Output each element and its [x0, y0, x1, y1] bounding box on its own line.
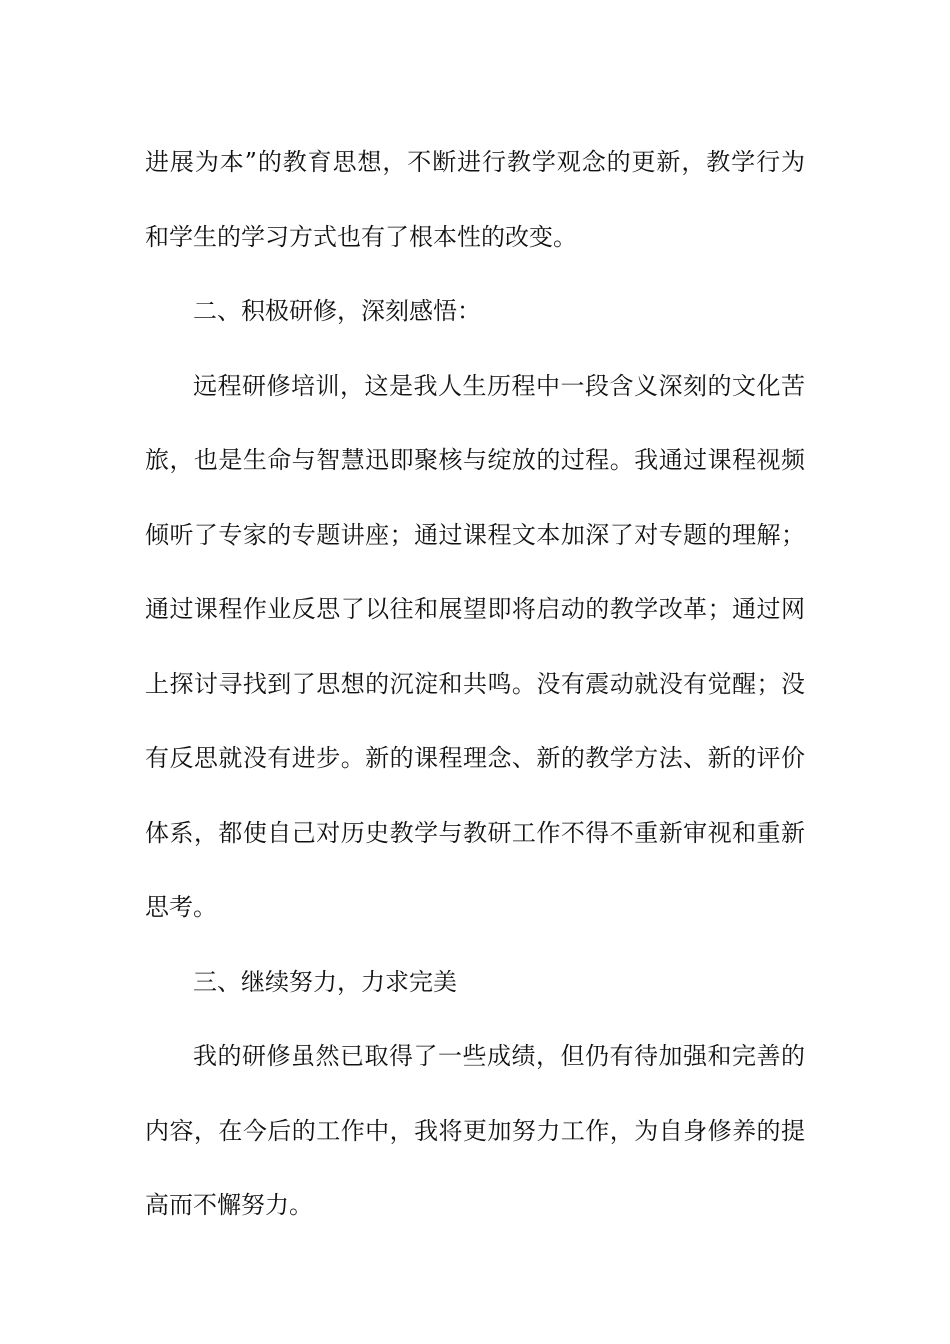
document-page: [145, 125, 805, 1243]
paragraph-conclusion: 我的研修虽然已取得了一些成绩，但仍有待加强和完善的内容，在今后的工作中，我将更加努力工作，为自身修养的提高而不懈努力。: [145, 1042, 805, 1219]
paragraph-remote-training: 远程研修培训，这是我人生历程中一段含义深刻的文化苦旅，也是生命与智慧迅即聚核与绽放的过程。我通过课程视频倾听了专家的专题讲座；通过课程文本加深了对专题的理解；通过课程作业反思了以往和展望即将启动的教学改革；通过网上探讨寻找到了思想的沉淀和共鸣。没有震动就没有觉醒；没有反思就没有进步。新的课程理念、新的教学方法、新的评价体系，都使自己对历史教学与教研工作不得不重新审视和重新思考。: [145, 371, 805, 921]
section-heading-3: 三、继续努力，力求完美: [193, 967, 457, 996]
section-heading-2: 二、积极研修，深刻感悟：: [193, 297, 481, 325]
paragraph-continuation: 进展为本”的教育思想，不断进行教学观念的更新，教学行为和学生的学习方式也有了根本性的改变。: [145, 148, 805, 251]
